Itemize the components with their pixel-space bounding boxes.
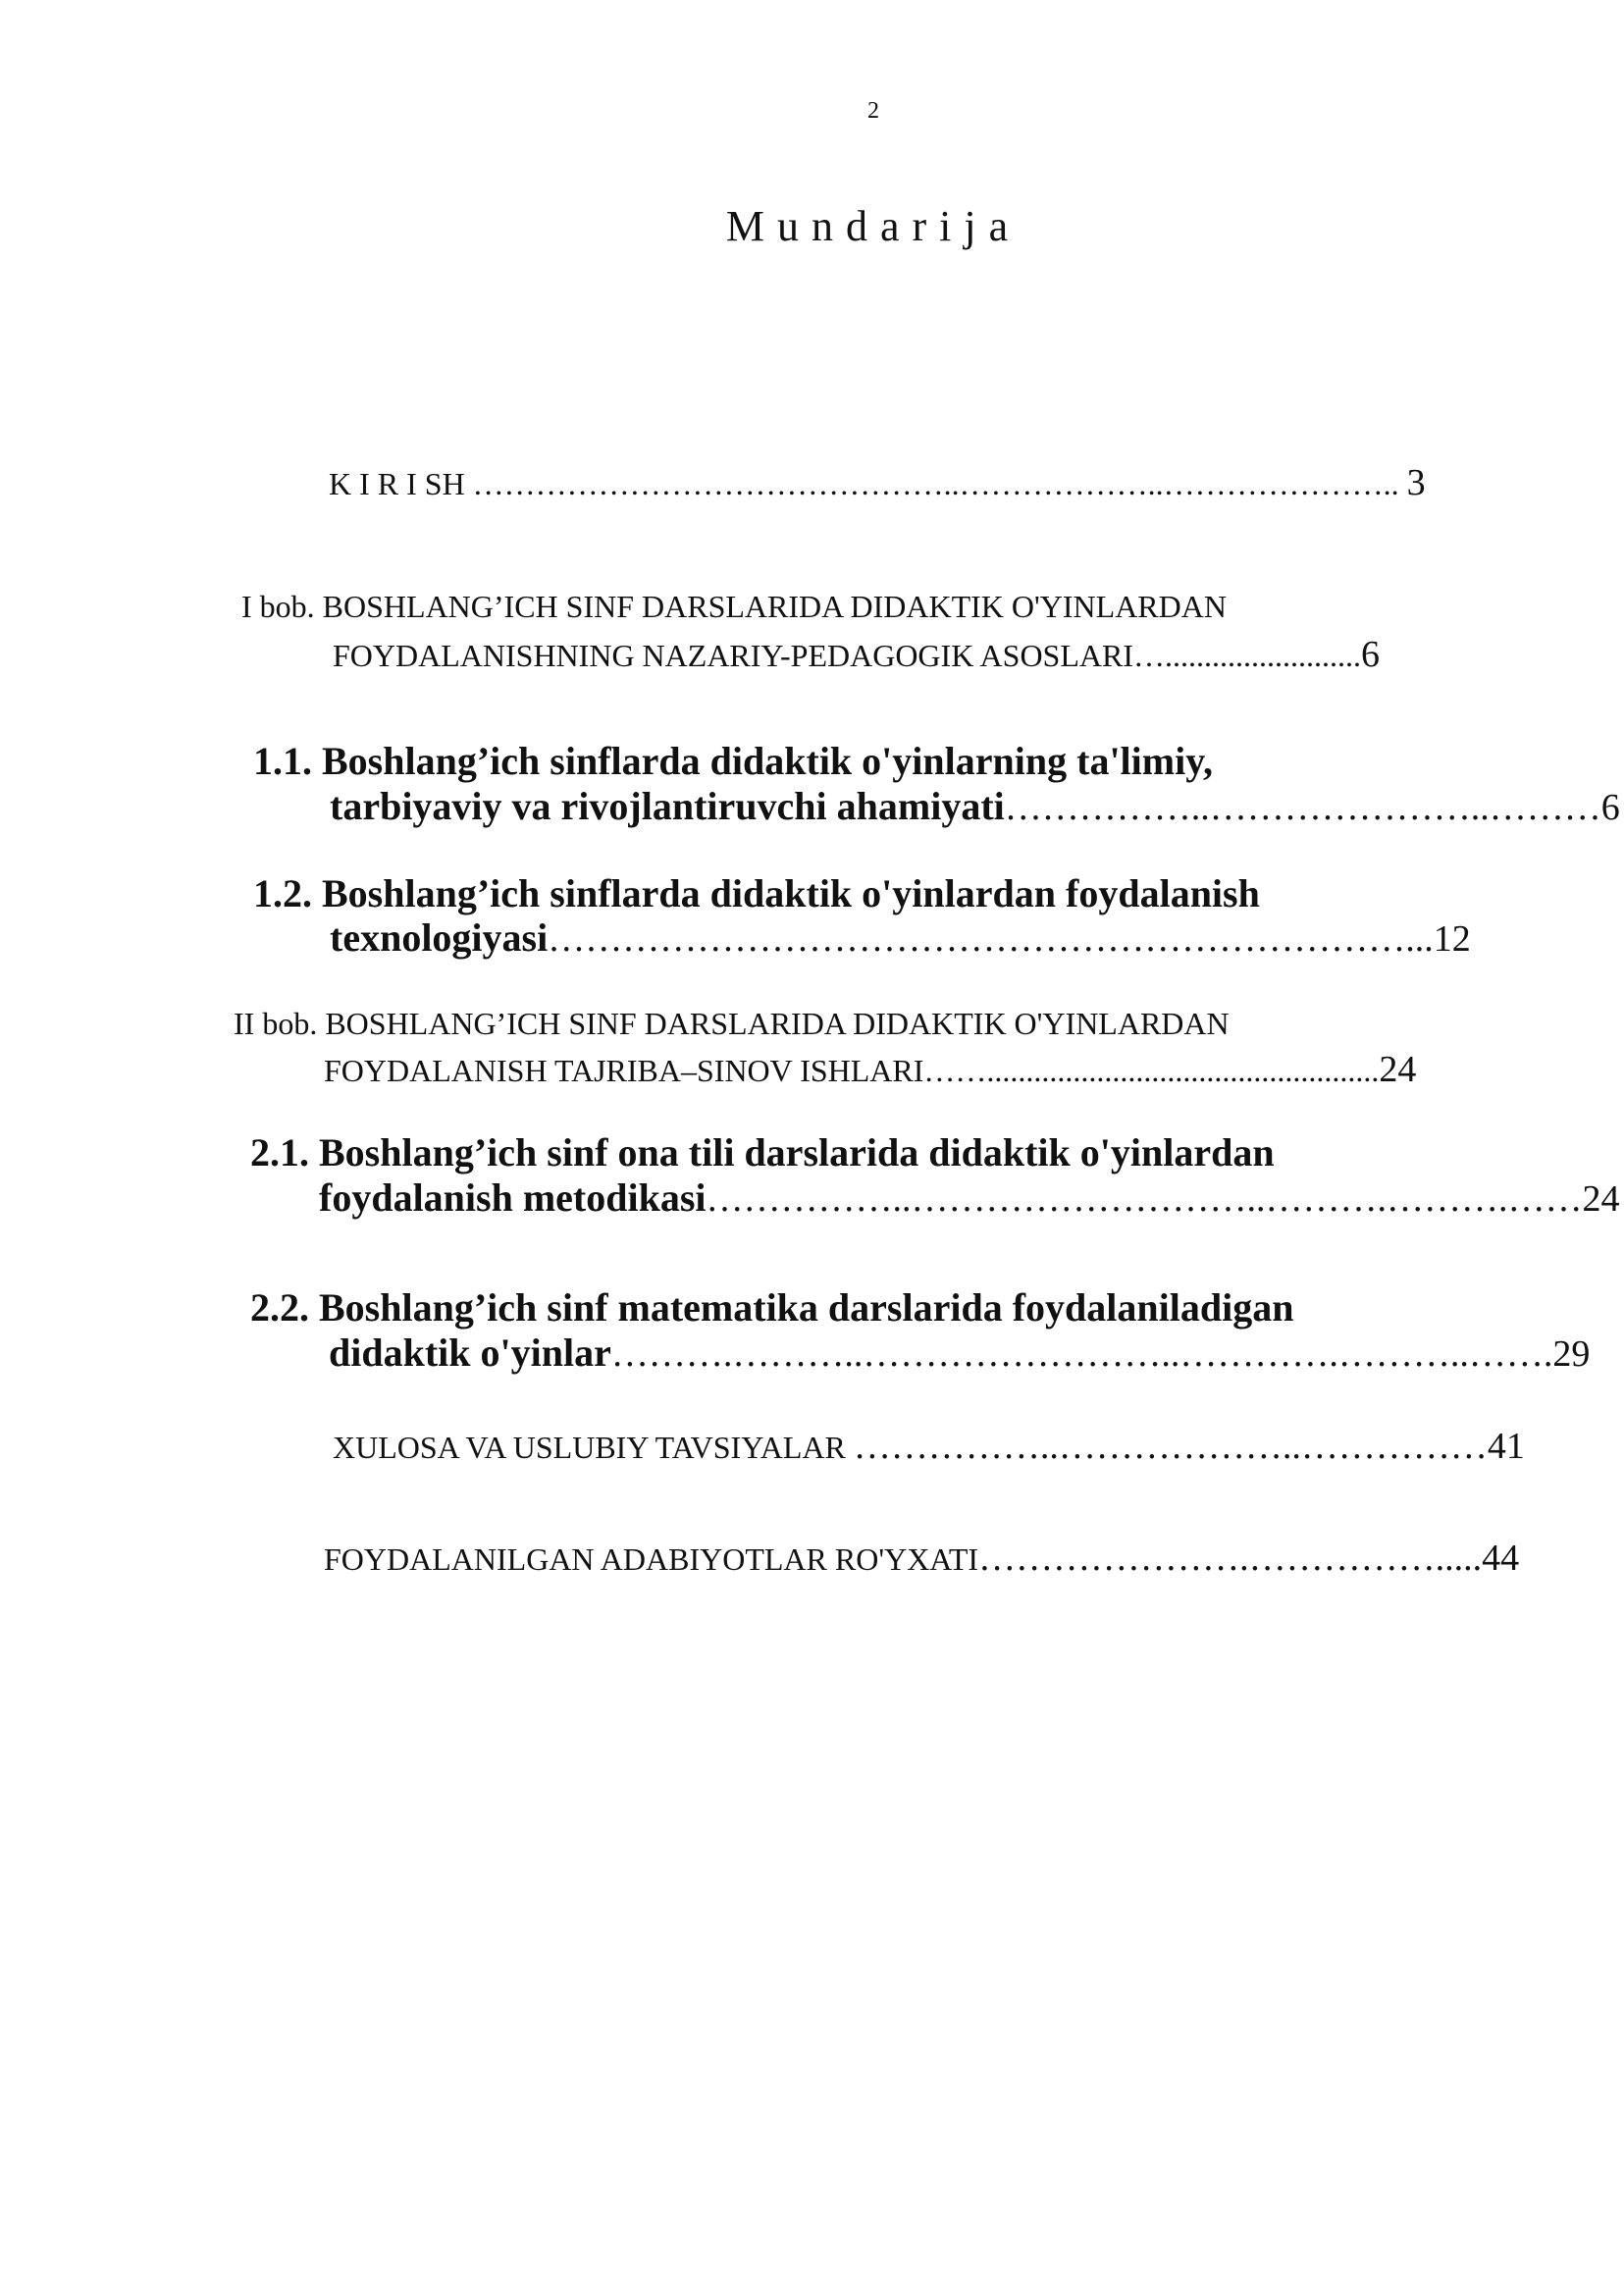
toc-section-2-1-page: 24 <box>1582 1178 1620 1220</box>
toc-section-1-1-page: 6 <box>1600 787 1620 828</box>
toc-section-2-2-line1: 2.2. Boshlang’ich sinf matematika darslarida foydalaniladigan <box>250 1285 1294 1330</box>
page-number: 2 <box>867 98 879 124</box>
toc-section-1-1-dots: ……………..…………………..……… <box>1004 787 1601 828</box>
toc-section-1-1-line2 <box>330 783 1620 829</box>
toc-chapter-1-line1: I bob. BOSHLANG’ICH SINF DARSLARIDA DIDAKTIK O'YINLARDAN <box>241 589 1227 624</box>
toc-section-2-1-line2 <box>319 1174 1620 1221</box>
toc-section-1-2-page: 12 <box>1433 918 1471 960</box>
toc-section-1-1-label: tarbiyaviy va rivojlantiruvchi ahamiyati <box>330 784 1005 828</box>
toc-chapter-2-line1: II bob. BOSHLANG’ICH SINF DARSLARIDA DIDAKTIK O'YINLARDAN <box>234 1006 1230 1041</box>
toc-chapter-1-line2 <box>333 633 1380 676</box>
toc-entry-kirish <box>329 461 1426 504</box>
toc-kirish-page: 3 <box>1406 462 1426 503</box>
toc-adabiyotlar-label: FOYDALANILGAN ADABIYOTLAR RO'YXATI <box>324 1541 979 1577</box>
toc-xulosa-dots: ……………..………………..…………… <box>853 1426 1488 1467</box>
toc-entry-adabiyotlar <box>324 1537 1519 1580</box>
toc-chapter-1-label: FOYDALANISHNING NAZARIY-PEDAGOGIK ASOSLARI…......................... <box>333 638 1361 673</box>
toc-section-2-1-line1: 2.1. Boshlang’ich sinf ona tili darslarida didaktik o'yinlardan <box>250 1130 1275 1174</box>
toc-xulosa-page: 41 <box>1487 1426 1525 1467</box>
toc-section-2-2-line2 <box>329 1330 1590 1376</box>
toc-section-1-2-dots: ……………………………………………………………... <box>548 918 1434 960</box>
toc-section-2-1-dots: ……………..………………………..……….……….…… <box>706 1178 1583 1220</box>
toc-section-2-2-dots: ……….………..……………………..………….………..……. <box>610 1333 1553 1375</box>
page-title: Mundarija <box>725 202 1022 250</box>
toc-section-1-1-line1: 1.1. Boshlang’ich sinflarda didaktik o'yinlarning ta'limiy, <box>253 739 1214 783</box>
toc-section-1-2-line1: 1.2. Boshlang’ich sinflarda didaktik o'yinlardan foydalanish <box>253 871 1260 915</box>
toc-chapter-2-page: 24 <box>1379 1049 1417 1090</box>
toc-chapter-2-line2 <box>324 1048 1416 1091</box>
toc-section-2-2-page: 29 <box>1552 1333 1591 1375</box>
toc-entry-xulosa <box>333 1425 1525 1468</box>
toc-section-1-2-label: texnologiyasi <box>330 915 549 960</box>
toc-section-2-1-label: foydalanish metodikasi <box>319 1175 707 1220</box>
toc-adabiyotlar-page: 44 <box>1482 1538 1520 1579</box>
toc-adabiyotlar-dots: ………………….……………..... <box>978 1538 1483 1579</box>
toc-section-2-2-label: didaktik o'yinlar <box>329 1331 611 1375</box>
toc-chapter-2-label: FOYDALANISH TAJRIBA–SINOV ISHLARI…….................................................. <box>324 1053 1380 1088</box>
toc-section-1-2-line2 <box>330 914 1471 961</box>
toc-chapter-1-page: 6 <box>1361 634 1380 675</box>
toc-xulosa-label: XULOSA VA USLUBIY TAVSIYALAR <box>333 1430 854 1465</box>
toc-kirish-label: K I R I SH ………………………………………..………………..………………….. <box>329 466 1407 501</box>
